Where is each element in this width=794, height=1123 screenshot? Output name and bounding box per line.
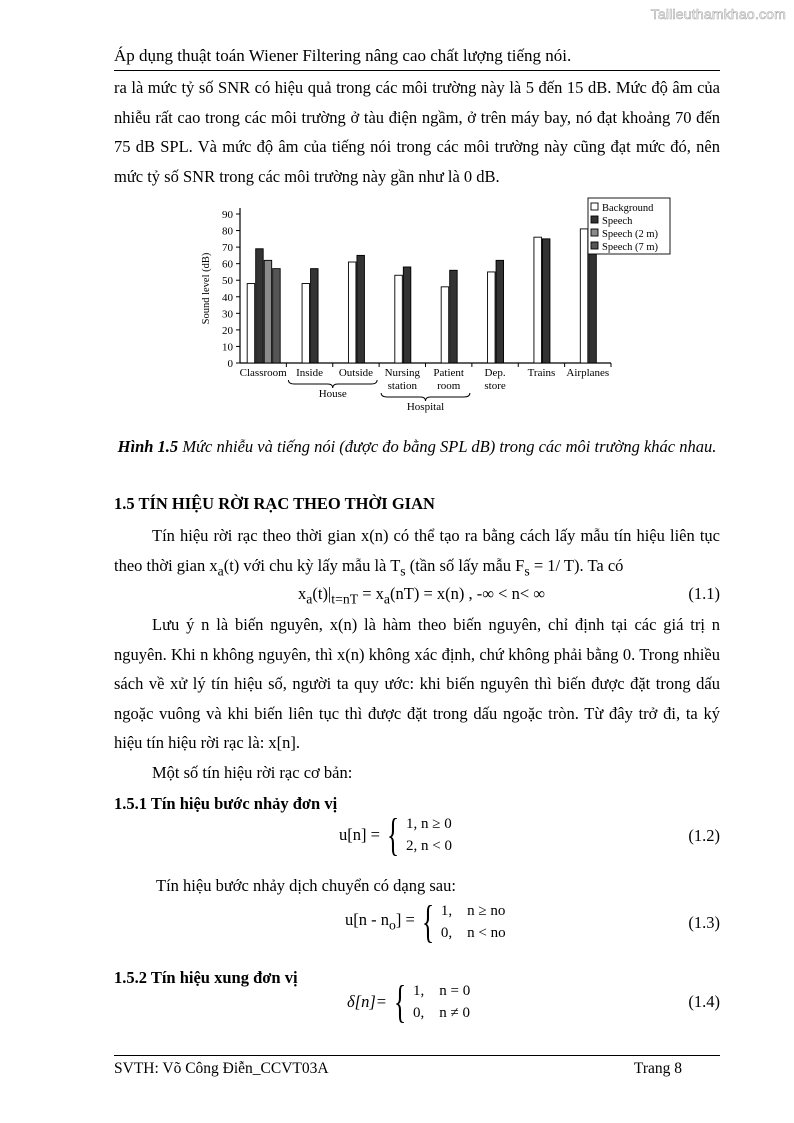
legend-label: Speech (2 m) <box>602 229 658 240</box>
figure-chart <box>196 196 676 420</box>
bar-1-4 <box>395 275 403 363</box>
footer-page-number: Trang 8 <box>633 1060 682 1077</box>
eq11-sub-a: a <box>306 591 313 607</box>
figure-caption <box>114 432 720 461</box>
eq12-case1: 1, n ≥ 0 <box>406 816 452 832</box>
equation-number-1-4: (1.4) <box>688 992 720 1011</box>
bar-2-1 <box>256 249 264 363</box>
bar-1-5 <box>441 287 449 363</box>
equation-number-1-1: (1.1) <box>688 584 720 603</box>
y-tick-label: 80 <box>222 225 233 238</box>
eq14-brace: { <box>393 976 407 1027</box>
bar-1-2 <box>302 284 310 363</box>
equation-1-2 <box>339 809 452 860</box>
section-title-1-5-1: 1.5.1 Tín hiệu bước nhảy đơn vị <box>114 794 338 813</box>
eq14-case2: 0, n ≠ 0 <box>413 1005 470 1021</box>
x-tick-label: store <box>484 380 506 392</box>
bar-1-1 <box>247 284 255 363</box>
section-title-1-5: 1.5 TÍN HIỆU RỜI RẠC THEO THỜI GIAN <box>114 494 435 513</box>
legend-swatch <box>591 229 598 236</box>
eq12-lhs: u[n] = <box>339 825 380 844</box>
footer-author: SVTH: Võ Công Điễn_CCVT03A <box>114 1060 329 1077</box>
section-title-1-5-2: 1.5.2 Tín hiệu xung đơn vị <box>114 968 298 987</box>
eq14-case1: 1, n = 0 <box>413 983 471 999</box>
y-tick-label: 70 <box>222 242 233 255</box>
x-tick-label: Airplanes <box>566 367 610 379</box>
eq12-brace: { <box>386 809 400 860</box>
eq11-sub-tnt: t=nT <box>331 591 359 607</box>
p2-sub-s: s <box>400 562 406 578</box>
x-tick-label: room <box>437 380 461 392</box>
p2-text-b: (t) với chu kỳ lấy mẫu là T <box>223 555 401 575</box>
legend-label: Speech <box>602 216 633 227</box>
x-tick-label: Classroom <box>239 367 287 379</box>
y-tick-label: 30 <box>222 308 233 321</box>
equation-number-1-3: (1.3) <box>688 913 720 932</box>
legend-swatch <box>591 203 598 210</box>
paragraph-discrete-signal <box>114 521 720 585</box>
eq11-rhs: = x <box>358 584 384 603</box>
paragraph-integer-variable: Lưu ý n là biến nguyên, x(n) là hàm theo biến nguyên, chỉ định tại các giá trị n nguyên. Khi n không nguyên, thì x(n) không xác định, chứ không phải bằng 0. Trong nhiều sách về xử lý tín hiệu số, người ta quy ước: khi biến nguyên thì biến được đặt trong dấu ngoặc vuông và khi biến liên tục thì được đặt trong dấu ngoặc tròn. Từ đây trở đi, ta ký hiệu tín hiệu rời rạc là: x[n]. <box>114 615 720 752</box>
x-tick-label: Trains <box>527 367 556 379</box>
eq13-lhs-a: u[n - n <box>345 910 389 930</box>
legend-swatch <box>591 216 598 223</box>
legend-swatch <box>591 242 598 249</box>
y-tick-label: 60 <box>222 258 233 271</box>
caption-text: Mức nhiễu và tiếng nói (được đo bằng SPL dB) trong các môi trường khác nhau. <box>182 437 717 456</box>
bar-2-3 <box>357 255 365 363</box>
bar-2-4 <box>403 267 411 363</box>
equation-number-1-2: (1.2) <box>688 826 720 845</box>
p2-text-c: (tần số lấy mẫu F <box>405 555 525 575</box>
page-footer <box>114 1055 720 1078</box>
eq13-brace: { <box>421 896 434 947</box>
equation-1-4 <box>347 976 471 1027</box>
eq13-lhs <box>345 910 415 933</box>
page-header: Áp dụng thuật toán Wiener Filtering nâng cao chất lượng tiếng nói. <box>114 46 720 71</box>
caption-label: Hình 1.5 <box>117 437 179 456</box>
eq12-case2: 2, n < 0 <box>406 838 452 854</box>
eq14-cases <box>413 980 470 1024</box>
bar-3-1 <box>264 260 272 363</box>
legend-label: Speech (7 m) <box>602 242 658 253</box>
group-label: Hospital <box>406 401 445 413</box>
legend-label: Background <box>602 203 654 214</box>
y-axis-label: Sound level (dB) <box>201 252 212 325</box>
y-tick-label: 10 <box>222 341 233 354</box>
paragraph-basic-signals: Một số tín hiệu rời rạc cơ bản: <box>152 763 353 782</box>
group-label: House <box>318 388 347 400</box>
paragraph-shifted-step: Tín hiệu bước nhảy dịch chuyển có dạng sau: <box>156 876 456 895</box>
p2-sub-a: a <box>217 562 224 578</box>
bar-1-7 <box>534 237 542 363</box>
bar-1-3 <box>348 262 356 363</box>
eq13-cases <box>441 900 506 944</box>
p2-sub-s2: s <box>524 562 530 578</box>
x-tick-label: Inside <box>296 367 324 379</box>
eq14-lhs: δ[n]= <box>347 992 387 1011</box>
bar-2-2 <box>311 269 319 363</box>
y-tick-label: 20 <box>222 324 233 337</box>
x-tick-label: Outside <box>338 367 374 379</box>
equation-1-1-body <box>298 584 545 607</box>
eq13-lhs-b: ] = <box>395 910 415 930</box>
y-tick-label: 0 <box>227 358 233 370</box>
x-tick-label: Patient <box>433 367 464 379</box>
p2-text-d: = 1/ T). Ta có <box>529 555 624 575</box>
eq11-t: (t)| <box>312 584 332 603</box>
bar-1-8 <box>580 229 588 363</box>
bar-2-6 <box>496 260 504 363</box>
y-tick-label: 50 <box>222 275 233 288</box>
x-tick-label: Dep. <box>484 367 506 379</box>
bar-1-6 <box>488 272 496 363</box>
y-tick-label: 40 <box>222 291 233 304</box>
paragraph-snr: ra là mức tỷ số SNR có hiệu quả trong các môi trường này là 5 đến 15 dB. Mức độ âm của nhiễu rất cao trong các môi trường ở tàu điện ngầm, ở trên máy bay, nó đạt khoảng 70 đến 75 dB SPL. Và mức độ âm của tiếng nói trong các môi trường này cũng đạt mức đó, nên mức tỷ số SNR trong các môi trường này gần như là 0 dB. <box>114 78 720 186</box>
bar-2-7 <box>542 239 550 363</box>
eq13-sub: o <box>389 917 396 933</box>
eq11-sub-a2: a <box>383 591 391 607</box>
eq11-rest: (nT) = x(n) , -∞ < n< ∞ <box>390 584 546 603</box>
eq13-case1: 1, n ≥ no <box>440 903 506 919</box>
eq13-case2: 0, n < no <box>440 925 506 941</box>
equation-1-3 <box>345 896 506 947</box>
bar-2-5 <box>450 270 458 363</box>
x-tick-label: Nursing <box>384 367 421 379</box>
watermark: Tailieuthamkhao.com <box>650 6 786 22</box>
y-tick-label: 90 <box>222 209 233 221</box>
group-brace <box>381 393 470 401</box>
p2-text-a: Tín hiệu rời rạc theo thời gian x(n) có thể tạo ra bằng cách lấy mẫu tín hiệu liên tục theo thời gian x <box>114 526 720 575</box>
x-tick-label: station <box>387 380 417 392</box>
eq11-x: x <box>298 584 307 603</box>
group-brace <box>288 380 377 388</box>
eq12-cases <box>406 813 452 857</box>
bar-4-1 <box>273 269 281 363</box>
